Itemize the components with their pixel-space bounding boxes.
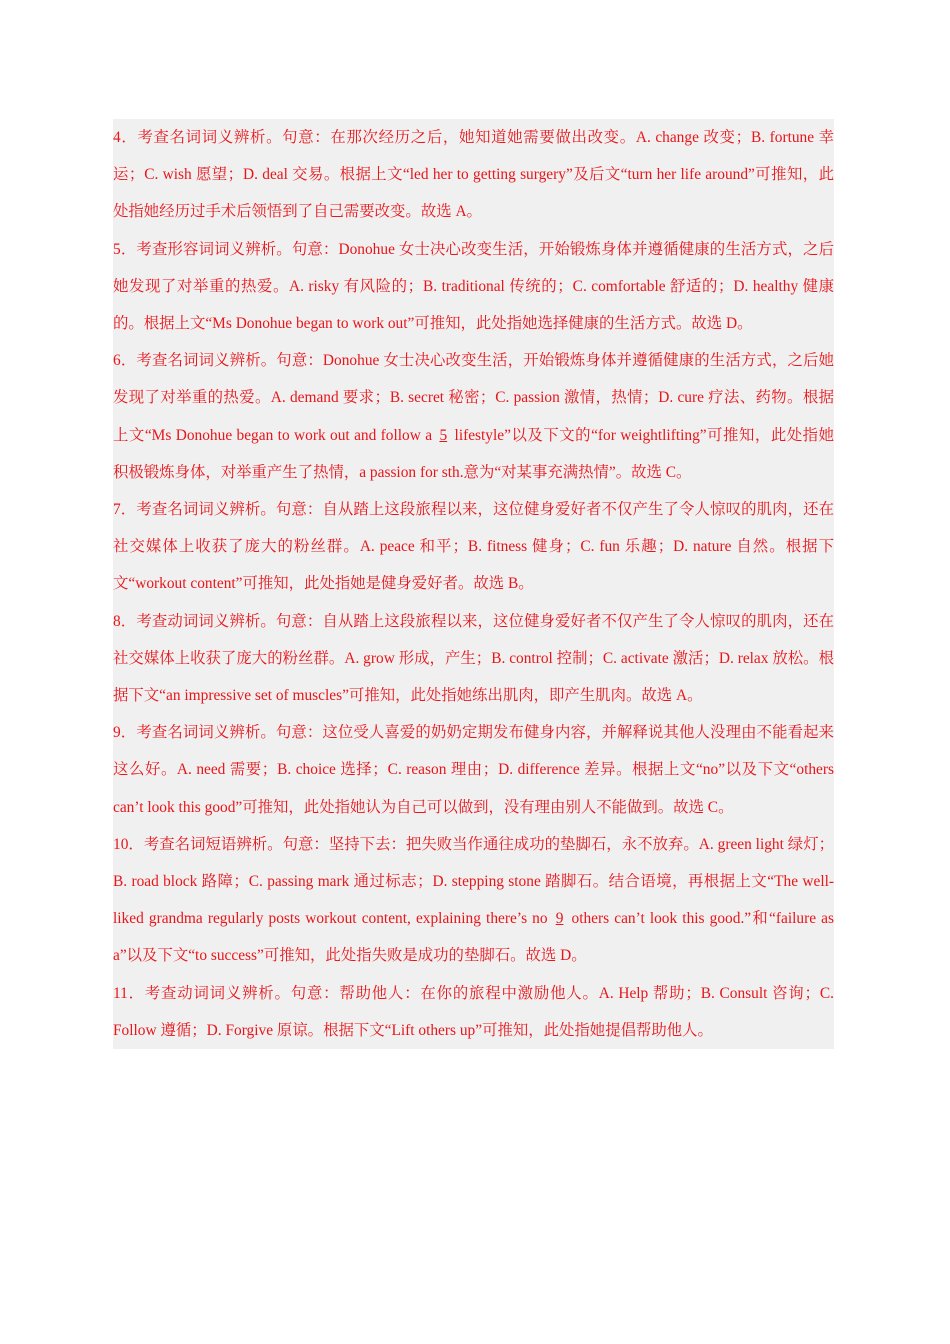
- explanation-q11: 11．考查动词词义辨析。句意：帮助他人：在你的旅程中激励他人。A. Help 帮助；B. Consult 咨询；C. Follow 遵循；D. Forgive 原谅。根据下文“Lift others up”可推知，此处指她提倡帮助他人。: [113, 984, 834, 1039]
- explanation-q7: 7．考查名词词义辨析。句意：自从踏上这段旅程以来，这位健身爱好者不仅产生了令人惊叹的肌肉，还在社交媒体上收获了庞大的粉丝群。A. peace 和平；B. fitness 健身；C. fun 乐趣；D. nature 自然。根据下文“workout content”可推知，此处指她是健身爱好者。故选 B。: [113, 501, 834, 593]
- explanation-q10: 10．考查名词短语辨析。句意：坚持下去：把失败当作通往成功的垫脚石，永不放弃。A. green light 绿灯；B. road block 路障；C. passing mark 通过标志；D. stepping stone 踏脚石。结合语境，再根据上文“The well-liked grandma regularly posts workout content, explaining there’s no 9 others can’t look this good.”和“failure as a”以及下文“to success”可推知，此处指失败是成功的垫脚石。故选 D。: [113, 835, 834, 965]
- explanation-q9: 9．考查名词词义辨析。句意：这位受人喜爱的奶奶定期发布健身内容，并解释说其他人没理由不能看起来这么好。A. need 需要；B. choice 选择；C. reason 理由；D. difference 差异。根据上文“no”以及下文“others can’t look this good”可推知，此处指她认为自己可以做到，没有理由别人不能做到。故选 C。: [113, 724, 834, 816]
- explanation-q6: 6．考查名词词义辨析。句意：Donohue 女士决心改变生活，开始锻炼身体并遵循健康的生活方式，之后她发现了对举重的热爱。A. demand 要求；B. secret 秘密；C. passion 激情，热情；D. cure 疗法、药物。根据上文“Ms Donohue began to work out and follow a 5 lifestyle”以及下文的“for weightlifting”可推知，此处指她积极锻炼身体，对举重产生了热情，a passion for sth.意为“对某事充满热情”。故选 C。: [113, 352, 834, 481]
- explanation-q5: 5．考查形容词词义辨析。句意：Donohue 女士决心改变生活，开始锻炼身体并遵循健康的生活方式，之后她发现了对举重的热爱。A. risky 有风险的；B. traditional 传统的；C. comfortable 舒适的；D. healthy 健康的。根据上文“Ms Donohue began to work out”可推知，此处指她选择健康的生活方式。故选 D。: [113, 240, 834, 333]
- explanation-q4: 4．考查名词词义辨析。句意：在那次经历之后，她知道她需要做出改变。A. change 改变；B. fortune 幸运；C. wish 愿望；D. deal 交易。根据上文“led her to getting surgery”及后文“turn her life around”可推知，此处指她经历过手术后领悟到了自己需要改变。故选 A。: [113, 129, 834, 221]
- blank-number: 9: [555, 910, 564, 928]
- answer-explanations: [113, 119, 834, 1049]
- explanation-q8: 8．考查动词词义辨析。句意：自从踏上这段旅程以来，这位健身爱好者不仅产生了令人惊叹的肌肉，还在社交媒体上收获了庞大的粉丝群。A. grow 形成，产生；B. control 控制；C. activate 激活；D. relax 放松。根据下文“an impressive set of muscles”可推知，此处指她练出肌肉，即产生肌肉。故选 A。: [113, 612, 834, 705]
- blank-number: 5: [439, 426, 448, 444]
